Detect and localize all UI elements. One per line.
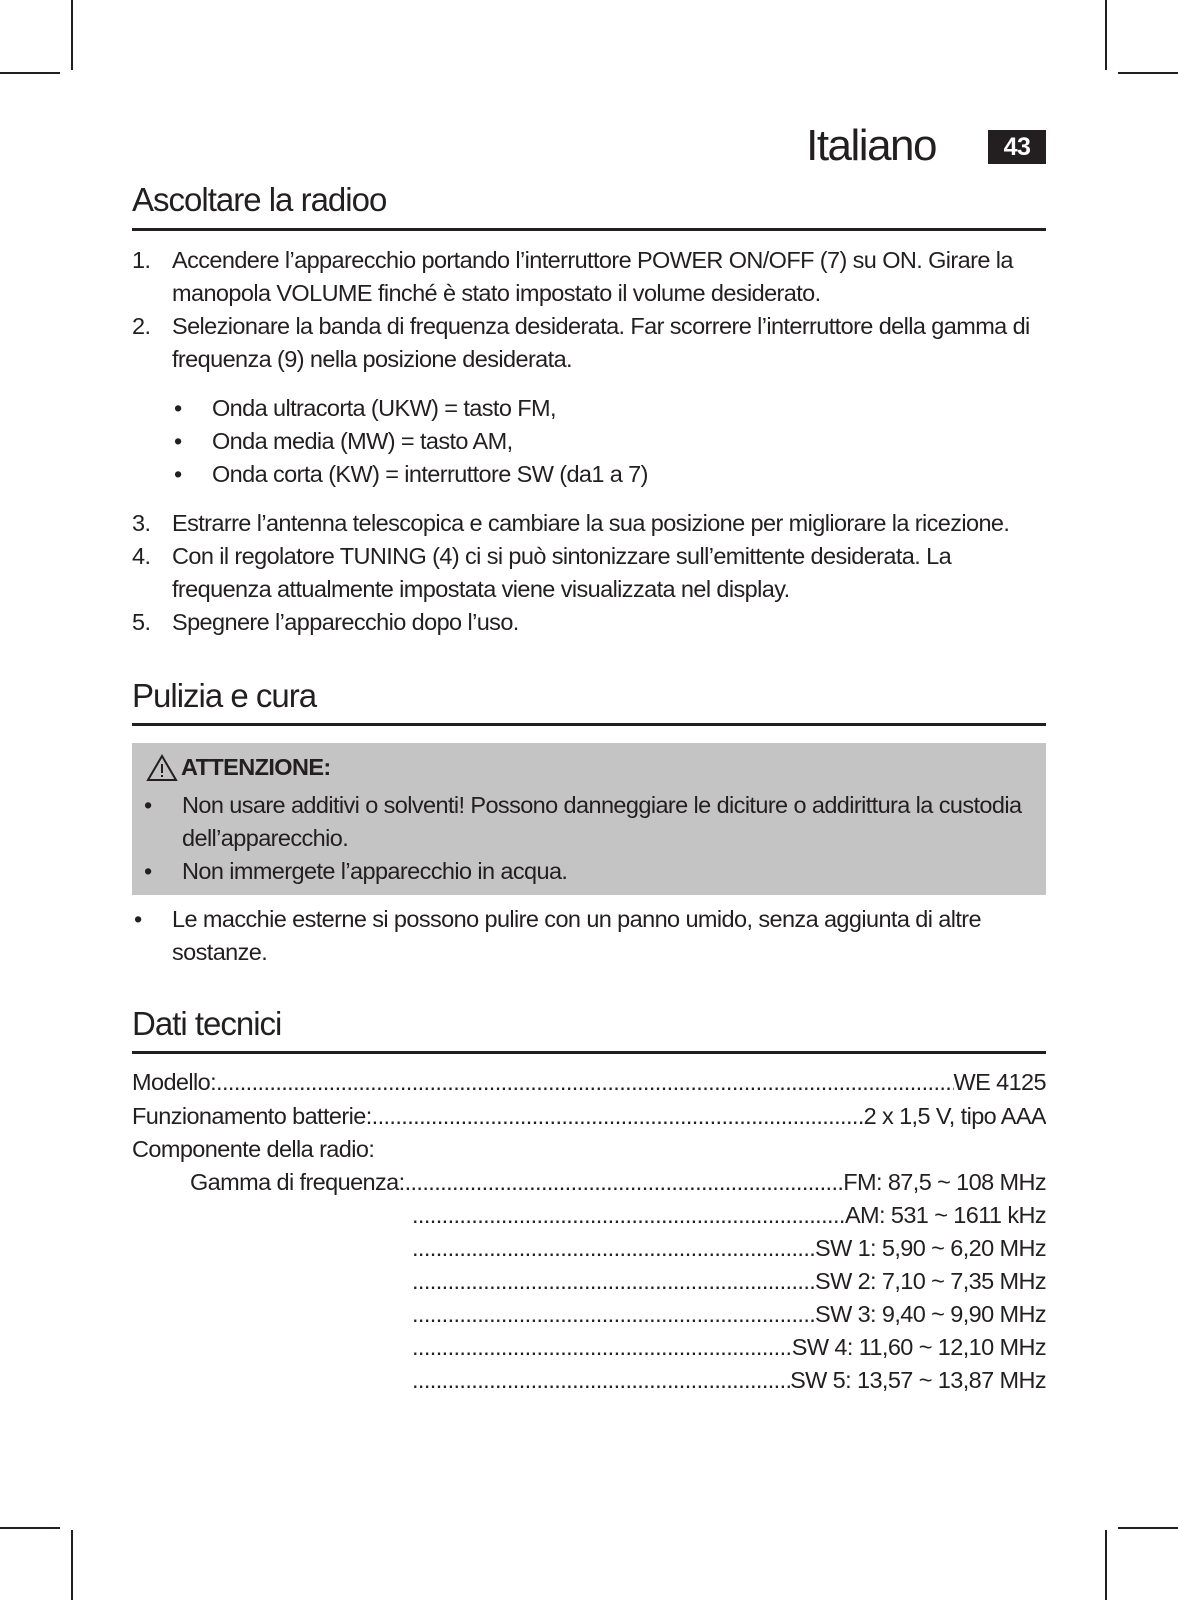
- spec-row-band: [412, 1265, 1046, 1298]
- care-note-text: Le macchie esterne si possono pulire con un panno umido, senza aggiunta di altre sostanze.: [172, 906, 981, 965]
- spec-row-band: [412, 1232, 1046, 1265]
- list-item: [172, 392, 1032, 425]
- step-text: Spegnere l’apparecchio dopo l’uso.: [172, 609, 519, 635]
- list-item: [172, 458, 1032, 491]
- section-title-care: Pulizia e cura: [132, 677, 317, 714]
- band-list: [172, 392, 1032, 491]
- crop-mark: [0, 1527, 60, 1529]
- step-number: 3.: [132, 510, 151, 536]
- spec-row-radio: [132, 1133, 1046, 1166]
- spec-label: Gamma di frequenza:: [190, 1169, 405, 1195]
- spec-row-band: [412, 1298, 1046, 1331]
- dot-leader: [412, 1232, 815, 1265]
- band-text: Onda corta (KW) = interruttore SW (da1 a 7): [212, 461, 648, 487]
- spec-value: FM: 87,5 ~ 108 MHz: [843, 1169, 1046, 1195]
- list-item: [132, 903, 1052, 969]
- dot-leader: [412, 1199, 845, 1232]
- crop-mark: [1105, 1530, 1107, 1600]
- list-item: [132, 540, 1052, 606]
- list-item: [132, 507, 1052, 540]
- band-text: Onda ultracorta (UKW) = tasto FM,: [212, 395, 556, 421]
- warning-list: [142, 789, 1032, 888]
- radio-steps-list: [132, 244, 1052, 376]
- list-item: [132, 310, 1052, 376]
- spec-value: 2 x 1,5 V, tipo AAA: [863, 1103, 1046, 1129]
- spec-value: AM: 531 ~ 1611 kHz: [844, 1202, 1046, 1228]
- spec-label: Funzionamento batterie:: [132, 1103, 372, 1129]
- spec-row-band: [412, 1364, 1046, 1397]
- care-notes-list: [132, 903, 1052, 969]
- spec-value: SW 2: 7,10 ~ 7,35 MHz: [815, 1268, 1046, 1294]
- page-language-header: Italiano: [806, 121, 936, 170]
- bullet-icon: •: [144, 858, 152, 884]
- step-number: 5.: [132, 609, 151, 635]
- list-item: [132, 606, 1052, 639]
- bullet-icon: •: [174, 428, 182, 454]
- warning-text: Non usare additivi o solventi! Possono danneggiare le diciture o addirittura la custodia dell’apparecchio.: [182, 792, 1022, 851]
- step-number: 2.: [132, 313, 151, 339]
- section-divider: [132, 228, 1046, 231]
- warning-text: Non immergete l’apparecchio in acqua.: [182, 858, 568, 884]
- list-item: [132, 244, 1052, 310]
- section-divider: [132, 1051, 1046, 1054]
- step-number: 1.: [132, 247, 151, 273]
- spec-label: Componente della radio:: [132, 1136, 375, 1162]
- spec-value: SW 4: 11,60 ~ 12,10 MHz: [791, 1334, 1046, 1360]
- spec-value: SW 1: 5,90 ~ 6,20 MHz: [815, 1235, 1046, 1261]
- section-title-specs: Dati tecnici: [132, 1005, 282, 1042]
- dot-leader: [405, 1166, 844, 1199]
- band-text: Onda media (MW) = tasto AM,: [212, 428, 513, 454]
- spec-label: Modello:: [132, 1069, 217, 1095]
- crop-mark: [1118, 1527, 1178, 1529]
- spec-value: SW 3: 9,40 ~ 9,90 MHz: [815, 1301, 1046, 1327]
- dot-leader: [412, 1265, 815, 1298]
- dot-leader: [372, 1100, 864, 1133]
- spec-row-band: [412, 1331, 1046, 1364]
- spec-row-frequency: [190, 1166, 1046, 1199]
- step-number: 4.: [132, 543, 151, 569]
- spec-value: WE 4125: [953, 1069, 1046, 1095]
- warning-title: ATTENZIONE:: [181, 754, 331, 780]
- dot-leader: [412, 1331, 792, 1364]
- dot-leader: [412, 1364, 790, 1397]
- bullet-icon: •: [134, 906, 142, 932]
- crop-mark: [71, 1530, 73, 1600]
- list-item: [142, 789, 1032, 855]
- dot-leader: [412, 1298, 815, 1331]
- step-text: Estrarre l’antenna telescopica e cambiare la sua posizione per migliorare la ricezione.: [172, 510, 1010, 536]
- spec-value: SW 5: 13,57 ~ 13,87 MHz: [790, 1367, 1046, 1393]
- step-text: Accendere l’apparecchio portando l’interruttore POWER ON/OFF (7) su ON. Girare la manopola VOLUME finché è stato impostato il volume desiderato.: [172, 247, 1013, 306]
- warning-triangle-icon: [146, 754, 178, 782]
- section-divider: [132, 723, 1046, 726]
- spec-row-band: [412, 1199, 1046, 1232]
- step-text: Con il regolatore TUNING (4) ci si può sintonizzare sull’emittente desiderata. La frequenza attualmente impostata viene visualizzata nel display.: [172, 543, 952, 602]
- spec-row-battery: [132, 1100, 1046, 1133]
- section-title-radio: Ascoltare la radioo: [132, 181, 387, 218]
- bullet-icon: •: [144, 792, 152, 818]
- list-item: [172, 425, 1032, 458]
- warning-heading: [146, 751, 331, 784]
- dot-leader: [216, 1066, 954, 1099]
- radio-steps-list-continued: [132, 507, 1052, 639]
- bullet-icon: •: [174, 461, 182, 487]
- spec-row-model: [132, 1066, 1046, 1099]
- bullet-icon: •: [174, 395, 182, 421]
- crop-mark: [71, 0, 73, 70]
- crop-mark: [1105, 0, 1107, 70]
- crop-mark: [0, 72, 60, 74]
- step-text: Selezionare la banda di frequenza desiderata. Far scorrere l’interruttore della gamma di frequenza (9) nella posizione desiderata.: [172, 313, 1030, 372]
- list-item: [142, 855, 1032, 888]
- page-number-badge: 43: [988, 130, 1046, 164]
- crop-mark: [1118, 72, 1178, 74]
